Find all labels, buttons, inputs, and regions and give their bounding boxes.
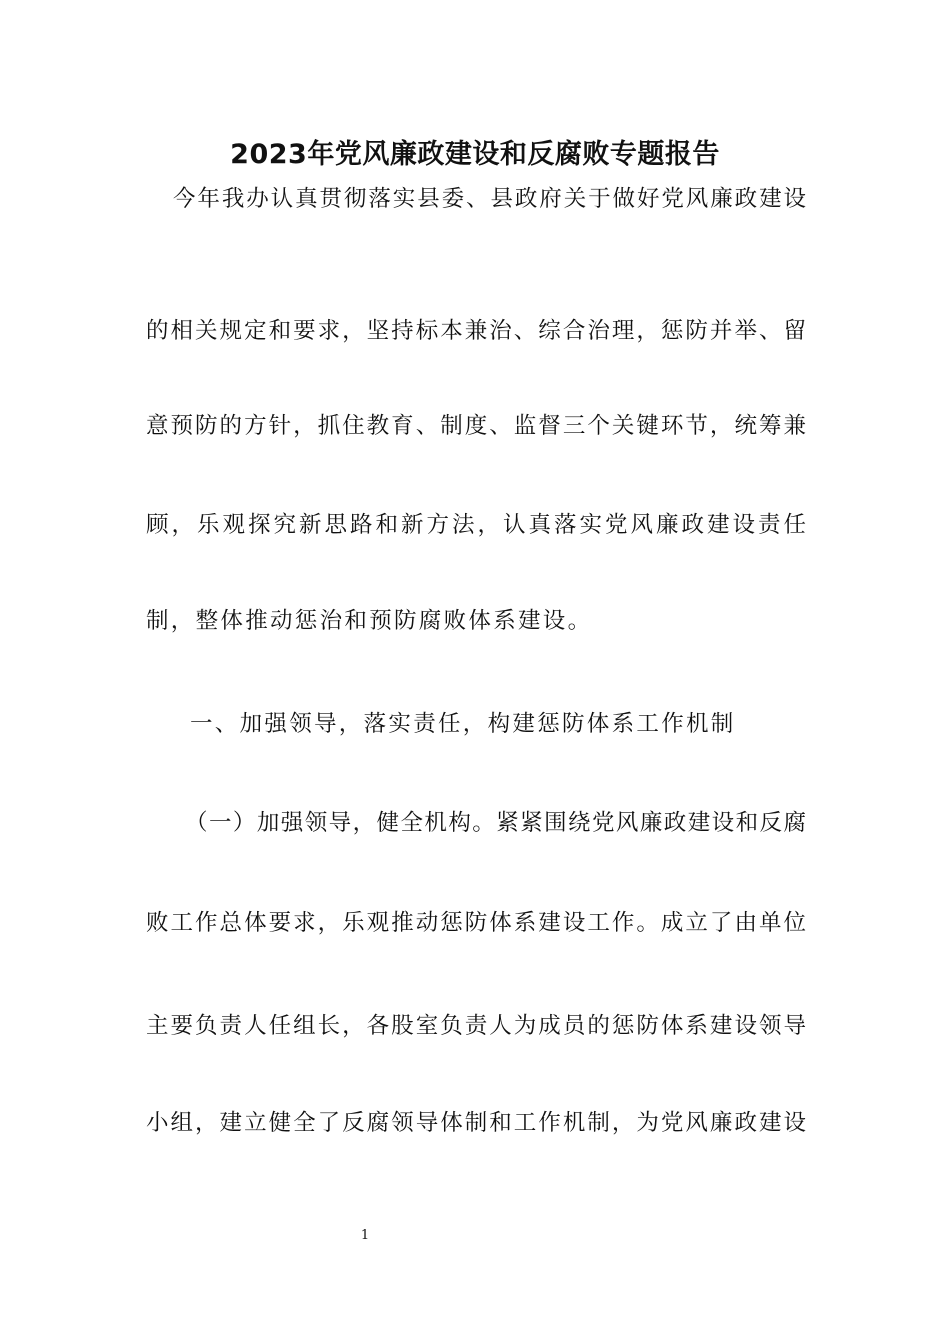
paragraph-line: （一）加强领导，健全机构。紧紧围绕党风廉政建设和反腐 <box>185 810 806 836</box>
section-heading: 一、加强领导，落实责任，构建惩防体系工作机制 <box>190 711 736 737</box>
paragraph-line: 制，整体推动惩治和预防腐败体系建设。 <box>146 608 593 634</box>
page-number: 1 <box>360 1228 370 1243</box>
paragraph-line: 意预防的方针，抓住教育、制度、监督三个关键环节，统筹兼 <box>146 413 806 439</box>
paragraph-line: 主要负责人任组长，各股室负责人为成员的惩防体系建设领导 <box>146 1013 806 1039</box>
paragraph-line: 的相关规定和要求，坚持标本兼治、综合治理，惩防并举、留 <box>146 318 806 344</box>
paragraph-line: 小组，建立健全了反腐领导体制和工作机制，为党风廉政建设 <box>146 1110 806 1136</box>
paragraph-line: 败工作总体要求，乐观推动惩防体系建设工作。成立了由单位 <box>146 910 806 936</box>
paragraph-line: 今年我办认真贯彻落实县委、县政府关于做好党风廉政建设 <box>173 186 806 212</box>
paragraph-line: 顾，乐观探究新思路和新方法，认真落实党风廉政建设责任 <box>146 512 806 538</box>
document-title: 2023年党风廉政建设和反腐败专题报告 <box>230 139 720 170</box>
